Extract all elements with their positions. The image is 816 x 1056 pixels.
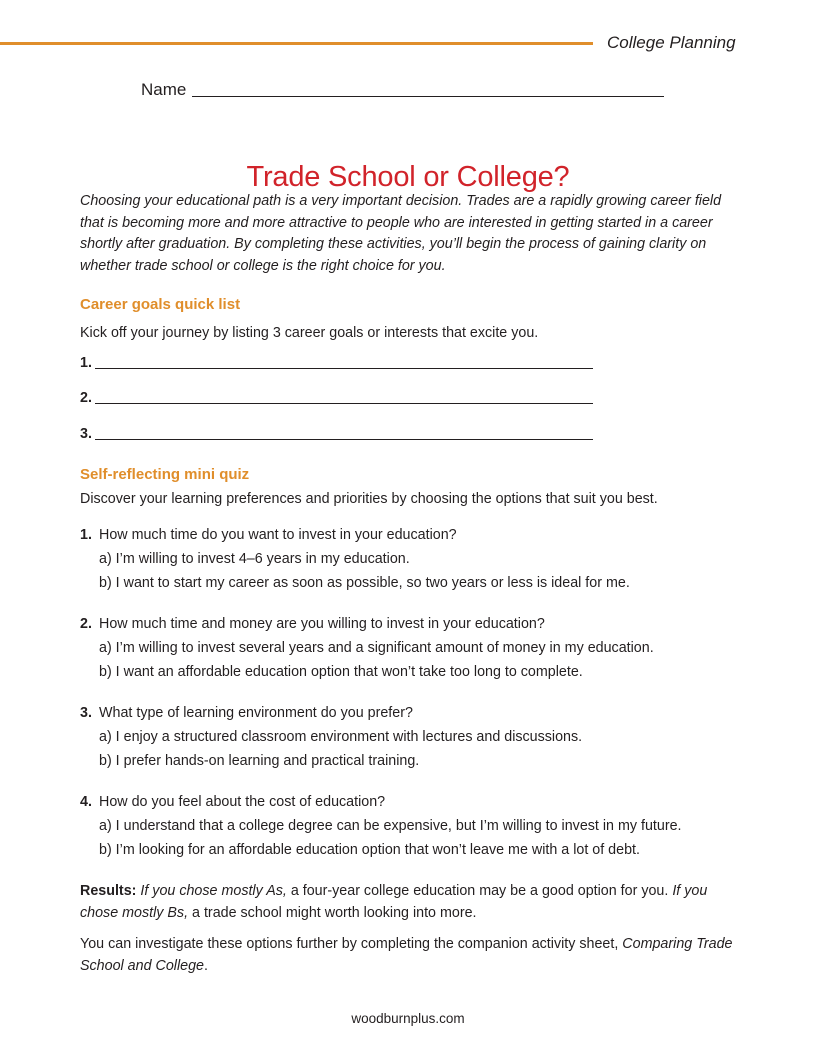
quiz-heading: Self-reflecting mini quiz [80,466,250,483]
career-goal-3 [80,426,593,442]
question-number: 4. [80,794,92,810]
name-input-line[interactable] [192,96,664,97]
option-b[interactable]: b) I’m looking for an affordable education option that won’t leave me with a lot of debt. [99,842,640,858]
goal-input-line[interactable] [95,368,593,369]
goal-number: 2. [80,390,92,406]
results-b-condition: If you chose mostly Bs, [80,883,708,921]
goal-input-line[interactable] [95,439,593,440]
results-b-text: a trade school might worth looking into more. [188,905,477,921]
career-goals-heading: Career goals quick list [80,296,241,313]
option-b[interactable]: b) I want an affordable education option that won’t take too long to complete. [99,664,583,680]
question-text: How much time and money are you willing to invest in your education? [99,616,545,632]
question-number: 2. [80,616,92,632]
question-number: 1. [80,527,92,543]
header-rule [0,42,593,45]
option-a[interactable]: a) I enjoy a structured classroom environment with lectures and discussions. [99,729,583,745]
quiz-question-2 [80,612,654,684]
results-label: Results: [80,883,137,899]
quiz-question-3 [80,701,582,773]
option-a[interactable]: a) I’m willing to invest several years and a significant amount of money in my education. [99,640,654,656]
page-title: Trade School or College? [246,161,570,194]
companion-sheet-title: Comparing Trade School and College [80,936,733,974]
career-goal-1 [80,355,593,371]
name-row [141,80,664,100]
followup-paragraph [80,933,740,977]
option-a[interactable]: a) I’m willing to invest 4–6 years in my education. [99,551,410,567]
intro-paragraph: Choosing your educational path is a very important decision. Trades are a rapidly growing career field that is becoming more and more attractive to people who are interested in getting started in a career shortly after graduation. By completing these activities, you’ll begin the process of gaining clarity on whether trade school or college is the right choice for you. [80,193,722,274]
option-b[interactable]: b) I prefer hands-on learning and practical training. [99,753,420,769]
followup-text: You can investigate these options further by completing the companion activity sheet, [80,936,623,952]
career-goals-instruction: Kick off your journey by listing 3 career goals or interests that excite you. [80,325,539,341]
quiz-question-4 [80,790,682,862]
name-label: Name [141,80,187,99]
question-text: What type of learning environment do you prefer? [99,705,413,721]
goal-number: 1. [80,355,92,371]
results-paragraph [80,880,740,924]
option-b[interactable]: b) I want to start my career as soon as possible, so two years or less is ideal for me. [99,575,630,591]
results-a-condition: If you chose mostly As, [140,883,287,899]
question-number: 3. [80,705,92,721]
goal-input-line[interactable] [95,403,593,404]
career-goal-2 [80,390,593,406]
footer-site: woodburnplus.com [351,1011,465,1026]
option-a[interactable]: a) I understand that a college degree can be expensive, but I’m willing to invest in my future. [99,818,682,834]
quiz-instruction: Discover your learning preferences and priorities by choosing the options that suit you best. [80,491,658,507]
question-text: How much time do you want to invest in your education? [99,527,457,543]
followup-end: . [204,958,208,974]
goal-number: 3. [80,426,92,442]
quiz-question-1 [80,523,630,595]
results-a-text: a four-year college education may be a good option for you. [286,883,673,899]
question-text: How do you feel about the cost of education? [99,794,386,810]
header-label: College Planning [607,33,736,52]
